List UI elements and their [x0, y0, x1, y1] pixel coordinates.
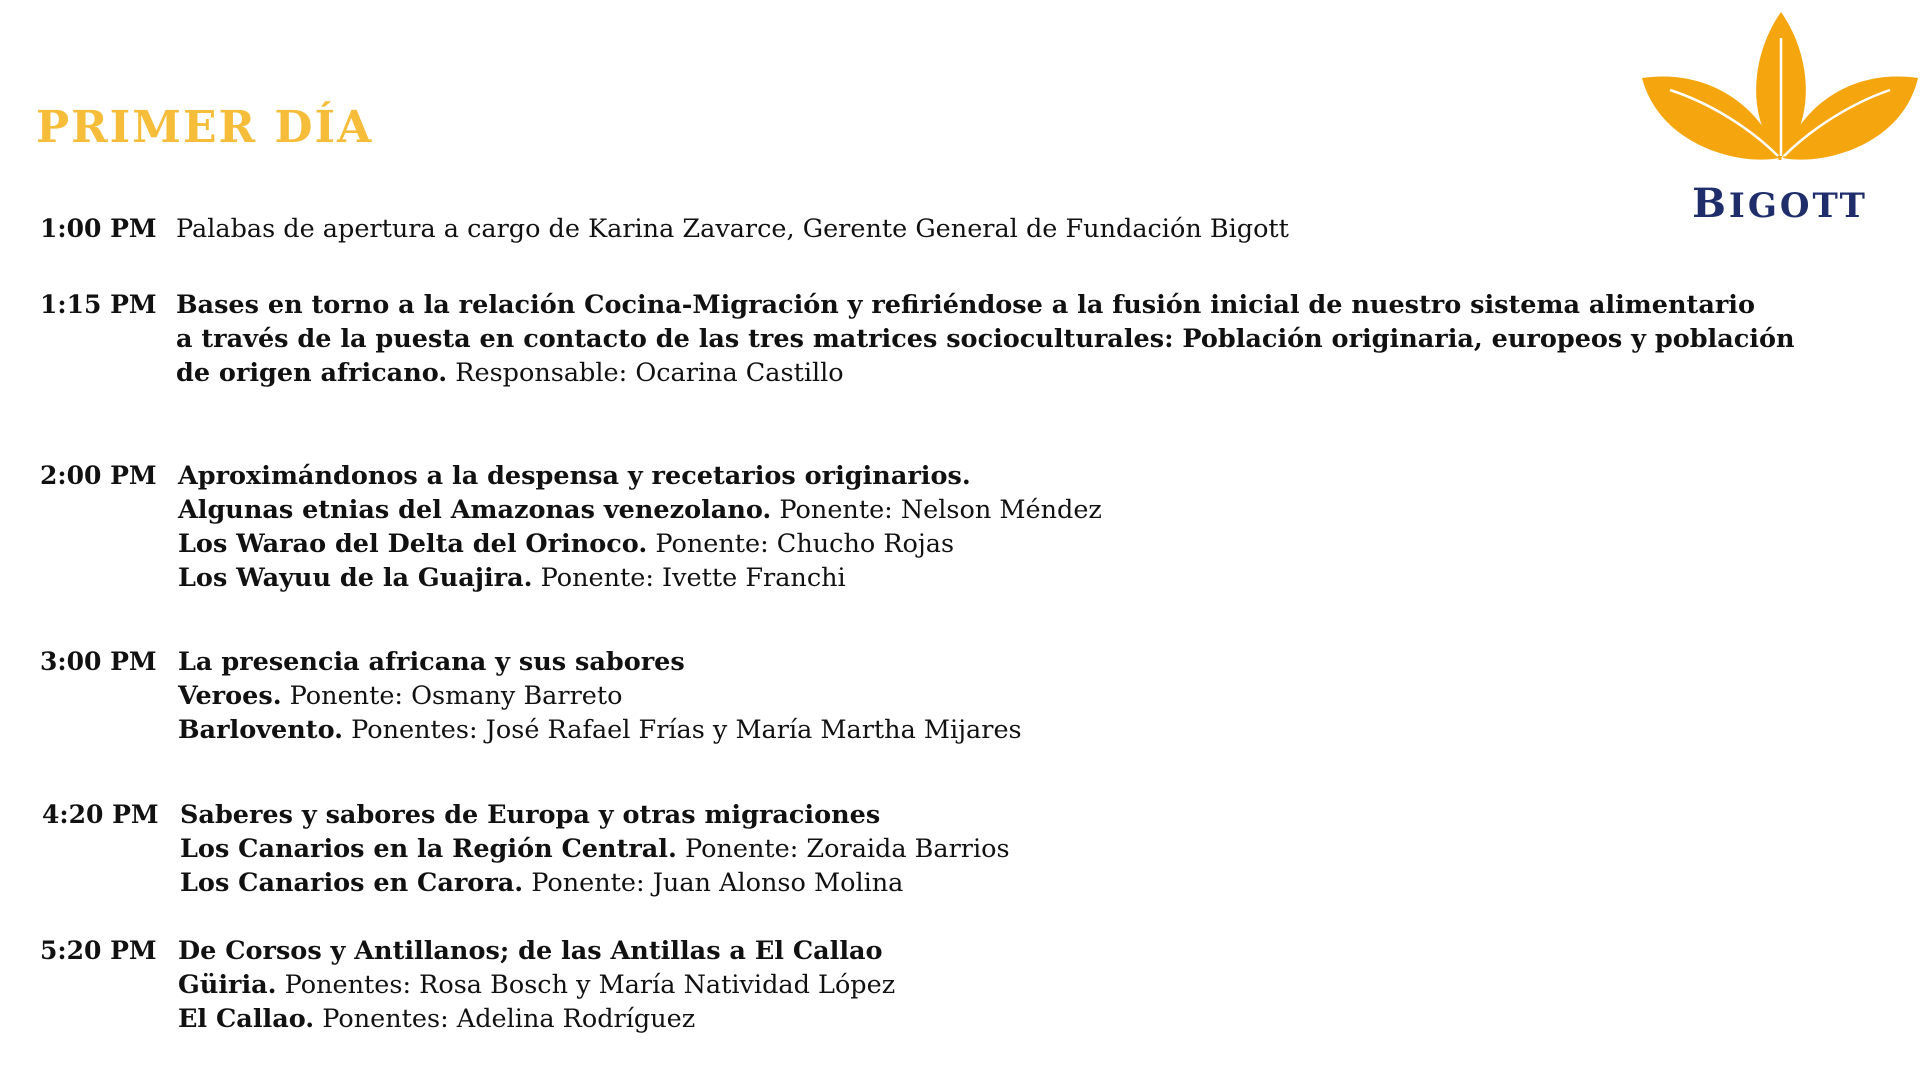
- session-title: Los Wayuu de la Guajira.: [178, 563, 533, 593]
- session-title: Saberes y sabores de Europa y otras migraciones: [180, 800, 881, 830]
- brand-name: BIGOTT: [1692, 180, 1868, 227]
- session-title: Barlovento.: [178, 715, 344, 745]
- description-line: [178, 934, 895, 968]
- slot-time: 3:00 PM: [40, 647, 157, 676]
- session-speaker: Ponente: Osmany Barreto: [281, 681, 623, 711]
- session-speaker: Palabas de apertura a cargo de Karina Zavarce, Gerente General de Fundación Bigott: [176, 214, 1289, 244]
- description-line: [180, 832, 1010, 866]
- session-title: Algunas etnias del Amazonas venezolano.: [178, 495, 772, 525]
- description-line: [178, 493, 1102, 527]
- description-line: [178, 679, 1022, 713]
- slot-time: 4:20 PM: [42, 800, 159, 829]
- session-title: de origen africano.: [176, 358, 448, 388]
- page-title: PRIMER DÍA: [36, 102, 374, 153]
- slot-time: 1:15 PM: [40, 290, 157, 319]
- description-line: [180, 866, 1010, 900]
- session-speaker: Ponentes: Adelina Rodríguez: [314, 1004, 696, 1034]
- session-title: a través de la puesta en contacto de las tres matrices socioculturales: Población originaria, europeos y población: [176, 324, 1795, 354]
- session-speaker: Ponentes: José Rafael Frías y María Martha Mijares: [343, 715, 1022, 745]
- slot-time: 5:20 PM: [40, 936, 157, 965]
- session-title: Aproximándonos a la despensa y recetarios originarios.: [178, 461, 971, 491]
- session-speaker: Ponente: Nelson Méndez: [771, 495, 1102, 525]
- description-line: [178, 713, 1022, 747]
- session-title: Los Warao del Delta del Orinoco.: [178, 529, 648, 559]
- description-line: [176, 322, 1795, 356]
- description-line: [178, 1002, 895, 1036]
- description-line: [176, 212, 1289, 246]
- session-title: Güiria.: [178, 970, 277, 1000]
- session-title: Bases en torno a la relación Cocina-Migración y refiriéndose a la fusión inicial de nuestro sistema alimentario: [176, 290, 1755, 320]
- description-line: [178, 561, 1102, 595]
- slot-description: [178, 459, 1102, 595]
- session-title: Los Canarios en Carora.: [180, 868, 524, 898]
- description-line: [178, 645, 1022, 679]
- session-speaker: Ponente: Zoraida Barrios: [676, 834, 1010, 864]
- session-title: Los Canarios en la Región Central.: [180, 834, 677, 864]
- description-line: [176, 288, 1795, 322]
- description-line: [180, 798, 1010, 832]
- slot-description: [176, 288, 1795, 390]
- slot-time: 1:00 PM: [40, 214, 157, 243]
- session-speaker: Ponente: Ivette Franchi: [532, 563, 846, 593]
- slot-description: [176, 212, 1289, 246]
- slot-time: 2:00 PM: [40, 461, 157, 490]
- slot-description: [180, 798, 1010, 900]
- session-title: La presencia africana y sus sabores: [178, 647, 685, 677]
- session-speaker: Ponentes: Rosa Bosch y María Natividad López: [276, 970, 896, 1000]
- session-speaker: Responsable: Ocarina Castillo: [447, 358, 844, 388]
- description-line: [178, 527, 1102, 561]
- slot-description: [178, 645, 1022, 747]
- session-title: El Callao.: [178, 1004, 315, 1034]
- description-line: [178, 968, 895, 1002]
- description-line: [178, 459, 1102, 493]
- session-title: Veroes.: [178, 681, 282, 711]
- description-line: [176, 356, 1795, 390]
- session-speaker: Ponente: Juan Alonso Molina: [523, 868, 904, 898]
- session-speaker: Ponente: Chucho Rojas: [647, 529, 955, 559]
- slot-description: [178, 934, 895, 1036]
- session-title: De Corsos y Antillanos; de las Antillas a El Callao: [178, 936, 883, 966]
